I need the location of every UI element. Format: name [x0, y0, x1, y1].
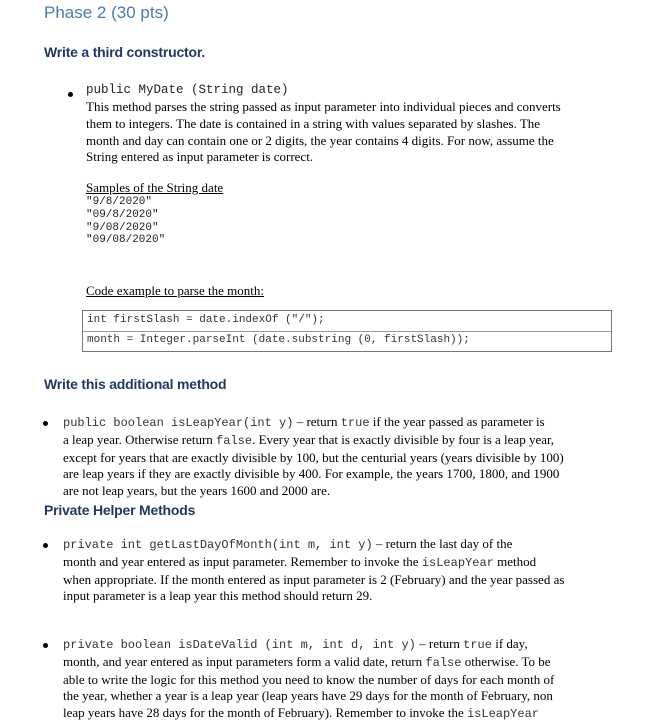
- desc-line: [63, 432, 633, 450]
- sample-item: "09/08/2020": [86, 234, 166, 247]
- text-run: otherwise. To be: [461, 653, 551, 669]
- text-run: method: [493, 553, 537, 569]
- sample-item: "9/8/2020": [86, 196, 153, 208]
- code-line: month = Integer.parseInt (date.substring (0, firstSlash));: [87, 334, 470, 346]
- additional-method-heading: Write this additional method: [44, 376, 227, 392]
- constructor-heading: Write a third constructor.: [44, 44, 206, 60]
- isdatevalid-description: [63, 636, 638, 723]
- method-signature: private boolean isDateValid (int m, int d, int y): [63, 638, 416, 652]
- method-signature: public boolean isLeapYear(int y): [63, 416, 294, 430]
- text-run: month, and year entered as input parameters form a valid date, return: [63, 653, 426, 669]
- desc-line: [63, 654, 638, 672]
- text-run: if the year passed as parameter is: [369, 414, 545, 429]
- desc-line: [63, 554, 633, 572]
- desc-line: them to integers. The date is contained in a string with values separated by slashes. The: [86, 115, 541, 131]
- text-run: . Every year that is exactly divisible by four is a leap year,: [252, 431, 555, 447]
- code-line: int firstSlash = date.indexOf ("/");: [87, 314, 325, 326]
- text-run: – return: [415, 636, 464, 651]
- desc-line: [63, 414, 633, 432]
- inline-code: false: [216, 433, 253, 448]
- text-run: – return the last day of the: [372, 536, 513, 551]
- desc-line: month and day can contain one or 2 digits, the year contains 4 digits. For now, assume the: [86, 132, 554, 148]
- sample-item: "09/8/2020": [86, 208, 159, 221]
- desc-line: are not leap years, but the years 1600 and 2000 are.: [63, 483, 331, 499]
- text-run: if day,: [491, 636, 528, 651]
- desc-line: [63, 536, 633, 554]
- bullet-icon: [43, 543, 48, 548]
- bullet-icon: [68, 92, 73, 97]
- desc-line: [63, 636, 638, 654]
- inline-code: isLeapYear: [466, 707, 539, 722]
- code-example-title: Code example to parse the month:: [86, 283, 264, 298]
- desc-line: when appropriate. If the month entered as input parameter is 2 (February) and the year passed as: [63, 571, 565, 587]
- code-divider: [83, 331, 611, 332]
- bullet-icon: [43, 421, 48, 426]
- desc-line: [63, 705, 638, 723]
- text-run: – return: [293, 414, 341, 429]
- desc-line: able to write the logic for this method you need to know the number of days for each month of: [63, 671, 555, 687]
- desc-line: are leap years if they are exactly divisible by 400. For example, the years 1700, 1800, and 1900: [63, 466, 560, 482]
- desc-line: except for years that are exactly divisible by 100, but the centurial years (years divisible by 100): [63, 449, 564, 465]
- samples-title: Samples of the String date: [86, 180, 224, 195]
- desc-line: the year, whether a year is a leap year (leap years have 29 days for the month of February, non: [63, 688, 553, 704]
- getlastday-description: [63, 536, 633, 605]
- code-example-box: [82, 310, 612, 352]
- inline-code: false: [425, 655, 462, 670]
- page-title: Phase 2 (30 pts): [44, 3, 169, 22]
- text-run: leap years have 28 days for the month of February). Remember to invoke the: [63, 705, 467, 721]
- constructor-signature: public MyDate (String date): [86, 83, 289, 97]
- desc-line: String entered as input parameter is correct.: [86, 149, 314, 165]
- helper-methods-heading: Private Helper Methods: [44, 502, 196, 518]
- text-run: a leap year. Otherwise return: [63, 431, 217, 447]
- inline-code: isLeapYear: [421, 555, 494, 570]
- inline-code: true: [463, 638, 492, 652]
- desc-line: input parameter is a leap year this method should return 29.: [63, 588, 373, 604]
- constructor-description: [86, 99, 626, 166]
- samples-list: [86, 196, 165, 247]
- sample-item: "9/08/2020": [86, 221, 159, 234]
- desc-line: This method parses the string passed as input parameter into individual pieces and converts: [86, 99, 561, 114]
- inline-code: true: [340, 416, 370, 430]
- text-run: month and year entered as input parameter. Remember to invoke the: [63, 553, 422, 569]
- method-signature: private int getLastDayOfMonth(int m, int y): [63, 538, 373, 552]
- isleapyear-description: [63, 414, 633, 500]
- bullet-icon: [43, 643, 48, 648]
